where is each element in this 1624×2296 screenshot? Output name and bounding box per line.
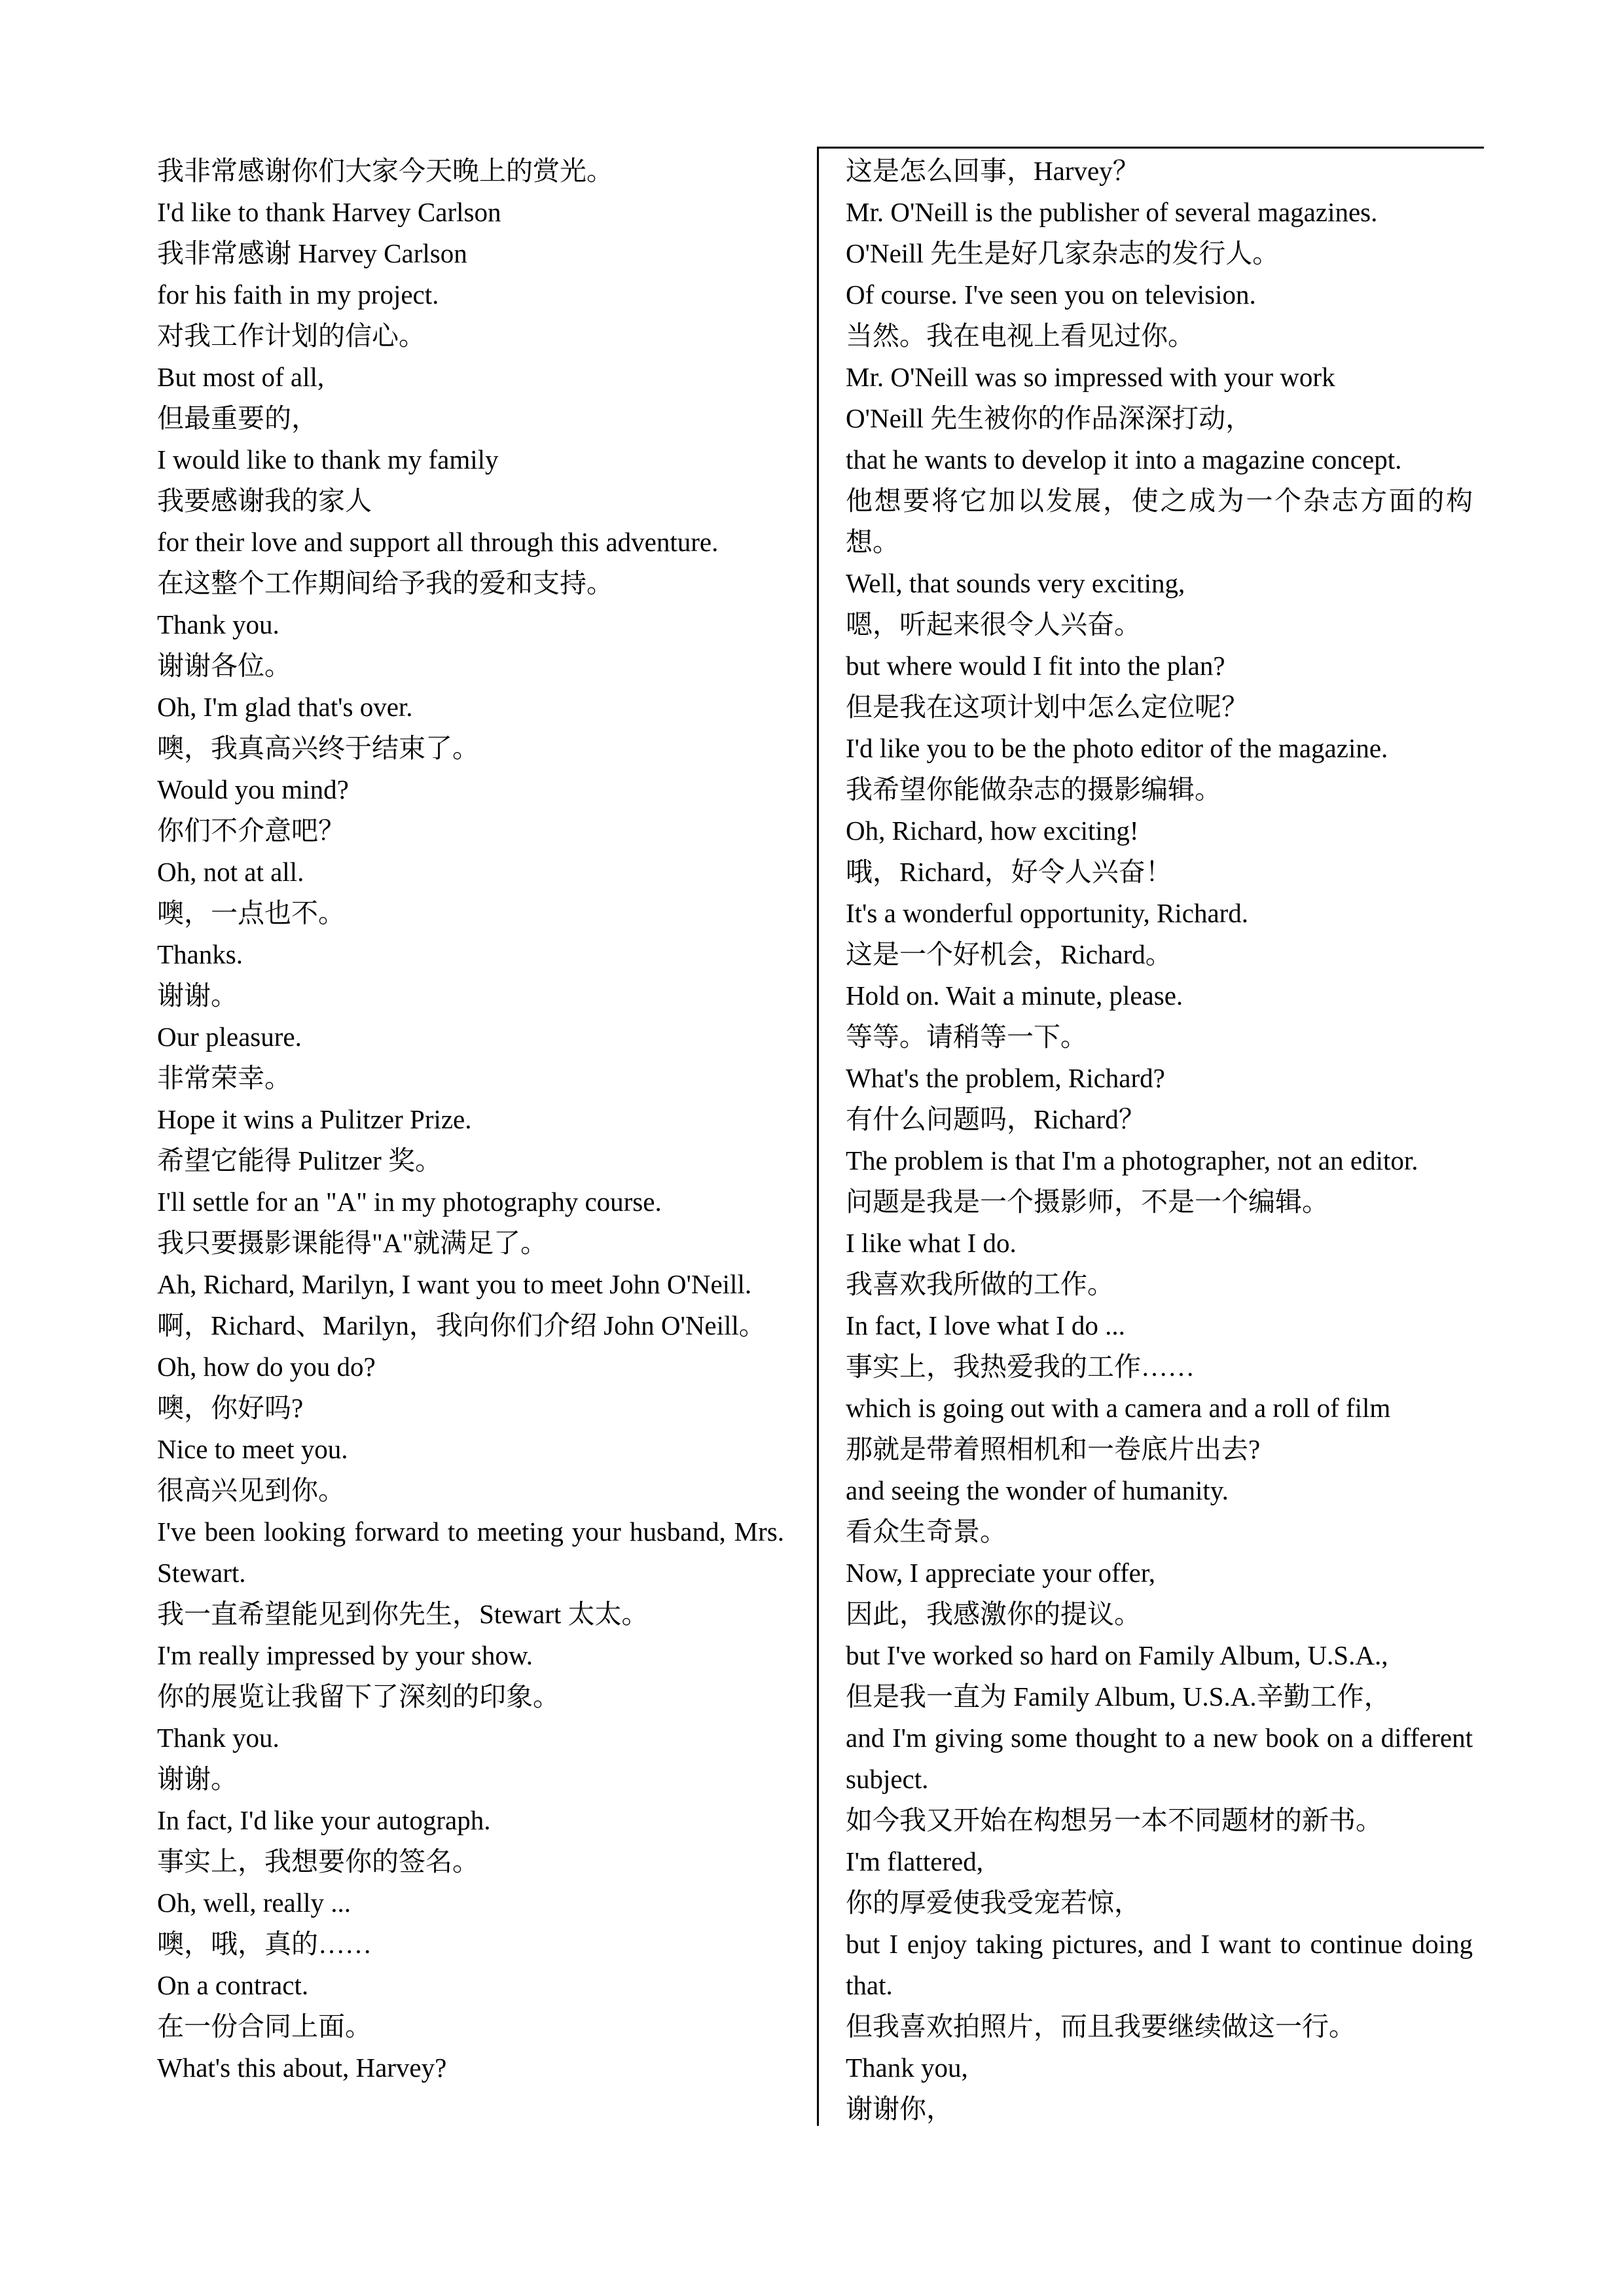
- dialogue-line: 事实上，我想要你的签名。: [157, 1846, 479, 1876]
- dialogue-line: 非常荣幸。: [157, 1063, 291, 1093]
- dialogue-line: 有什么问题吗，Richard？: [846, 1104, 1146, 1134]
- dialogue-line: The problem is that I'm a photographer, not an editor.: [846, 1145, 1418, 1175]
- right-column: [846, 151, 1473, 2130]
- dialogue-line: Oh, not at all.: [157, 857, 304, 887]
- dialogue-line: 谢谢。: [157, 1764, 238, 1794]
- dialogue-line: Thank you,: [846, 2053, 968, 2083]
- dialogue-line: Oh, how do you do?: [157, 1352, 376, 1382]
- dialogue-line: Now, I appreciate your offer,: [846, 1558, 1156, 1588]
- dialogue-line: 对我工作计划的信心。: [157, 321, 425, 351]
- dialogue-line: 很高兴见到你。: [157, 1475, 345, 1505]
- dialogue-line: O'Neill 先生被你的作品深深打动，: [846, 403, 1253, 433]
- dialogue-line: for his faith in my project.: [157, 279, 439, 310]
- dialogue-line: Our pleasure.: [157, 1022, 302, 1052]
- dialogue-line: 我希望你能做杂志的摄影编辑。: [846, 774, 1221, 804]
- dialogue-line: but I enjoy taking pictures, and I want to continue doing that.: [846, 1929, 1473, 2000]
- dialogue-line: Ah, Richard, Marilyn, I want you to meet John O'Neill.: [157, 1269, 752, 1299]
- dialogue-line: 啊，Richard、Marilyn，我向你们介绍 John O'Neill。: [157, 1310, 766, 1340]
- dialogue-line: What's the problem, Richard?: [846, 1063, 1165, 1093]
- dialogue-line: Hope it wins a Pulitzer Prize.: [157, 1104, 472, 1134]
- dialogue-line: 但是我一直为 Family Album, U.S.A.辛勤工作，: [846, 1681, 1391, 1712]
- dialogue-line: Nice to meet you.: [157, 1434, 348, 1464]
- dialogue-line: 谢谢你，: [846, 2094, 953, 2124]
- dialogue-line: 你们不介意吧？: [157, 816, 345, 846]
- dialogue-line: Hold on. Wait a minute, please.: [846, 980, 1183, 1011]
- dialogue-line: I'm flattered,: [846, 1846, 984, 1876]
- dialogue-line: 你的展览让我留下了深刻的印象。: [157, 1681, 560, 1712]
- dialogue-line: but I've worked so hard on Family Album, U.S.A.,: [846, 1640, 1388, 1670]
- dialogue-line: On a contract.: [157, 1970, 309, 2000]
- dialogue-line: But most of all,: [157, 362, 325, 392]
- dialogue-line: 看众生奇景。: [846, 1516, 1007, 1547]
- dialogue-line: I like what I do.: [846, 1228, 1017, 1258]
- dialogue-line: 噢，你好吗?: [157, 1393, 304, 1423]
- dialogue-line: Oh, I'm glad that's over.: [157, 692, 413, 722]
- dialogue-line: 我只要摄影课能得"A"就满足了。: [157, 1228, 548, 1258]
- dialogue-line: 在一份合同上面。: [157, 2011, 372, 2041]
- dialogue-line: Mr. O'Neill was so impressed with your work: [846, 362, 1335, 392]
- dialogue-line: 那就是带着照相机和一卷底片出去?: [846, 1434, 1261, 1464]
- dialogue-line: which is going out with a camera and a roll of film: [846, 1393, 1391, 1423]
- dialogue-line: 噢，哦，真的……: [157, 1929, 372, 1959]
- dialogue-line: Thanks.: [157, 939, 243, 969]
- dialogue-line: Of course. I've seen you on television.: [846, 279, 1256, 310]
- dialogue-line: 谢谢各位。: [157, 651, 291, 681]
- dialogue-line: It's a wonderful opportunity, Richard.: [846, 898, 1249, 928]
- dialogue-line: O'Neill 先生是好几家杂志的发行人。: [846, 238, 1280, 268]
- dialogue-line: Oh, well, really ...: [157, 1888, 352, 1918]
- dialogue-line: 这是怎么回事，Harvey？: [846, 156, 1140, 186]
- dialogue-line: 在这整个工作期间给予我的爱和支持。: [157, 568, 613, 598]
- dialogue-line: I'm really impressed by your show.: [157, 1640, 533, 1670]
- dialogue-line: In fact, I'd like your autograph.: [157, 1805, 491, 1835]
- dialogue-line: 事实上，我热爱我的工作……: [846, 1352, 1195, 1382]
- dialogue-line: 我喜欢我所做的工作。: [846, 1269, 1114, 1299]
- dialogue-line: and seeing the wonder of humanity.: [846, 1475, 1229, 1505]
- dialogue-line: 但最重要的，: [157, 403, 318, 433]
- dialogue-line: 噢，我真高兴终于结束了。: [157, 733, 479, 763]
- dialogue-line: Would you mind?: [157, 774, 349, 804]
- dialogue-line: 如今我又开始在构想另一本不同题材的新书。: [846, 1805, 1382, 1835]
- dialogue-line: I'd like to thank Harvey Carlson: [157, 197, 501, 227]
- top-rule: [818, 147, 1484, 149]
- dialogue-line: 你的厚爱使我受宠若惊，: [846, 1888, 1141, 1918]
- dialogue-line: 等等。请稍等一下。: [846, 1022, 1087, 1052]
- dialogue-line: 哦，Richard，好令人兴奋！: [846, 857, 1172, 887]
- dialogue-line: 但我喜欢拍照片，而且我要继续做这一行。: [846, 2011, 1356, 2041]
- dialogue-line: 问题是我是一个摄影师，不是一个编辑。: [846, 1187, 1329, 1217]
- column-divider: [817, 147, 819, 2126]
- dialogue-line: 谢谢。: [157, 980, 238, 1011]
- dialogue-line: 这是一个好机会，Richard。: [846, 939, 1172, 969]
- dialogue-line: 因此，我感激你的提议。: [846, 1599, 1141, 1629]
- dialogue-line: Thank you.: [157, 609, 280, 639]
- dialogue-line: I've been looking forward to meeting your husband, Mrs. Stewart.: [157, 1516, 784, 1588]
- dialogue-line: 嗯，听起来很令人兴奋。: [846, 609, 1141, 639]
- dialogue-line: Mr. O'Neill is the publisher of several magazines.: [846, 197, 1378, 227]
- dialogue-line: 我非常感谢 Harvey Carlson: [157, 238, 467, 268]
- dialogue-line: and I'm giving some thought to a new book on a different subject.: [846, 1723, 1473, 1794]
- left-column: [157, 151, 784, 2089]
- dialogue-line: 我非常感谢你们大家今天晚上的赏光。: [157, 156, 613, 186]
- dialogue-line: Well, that sounds very exciting,: [846, 568, 1185, 598]
- dialogue-line: for their love and support all through this adventure.: [157, 527, 719, 557]
- dialogue-line: 希望它能得 Pulitzer 奖。: [157, 1145, 442, 1175]
- dialogue-line: 他想要将它加以发展，使之成为一个杂志方面的构想。: [846, 486, 1473, 557]
- dialogue-line: What's this about, Harvey?: [157, 2053, 447, 2083]
- dialogue-line: In fact, I love what I do ...: [846, 1310, 1125, 1340]
- dialogue-line: 噢，一点也不。: [157, 898, 345, 928]
- dialogue-line: Oh, Richard, how exciting!: [846, 816, 1139, 846]
- dialogue-line: 当然。我在电视上看见过你。: [846, 321, 1195, 351]
- dialogue-line: I'd like you to be the photo editor of the magazine.: [846, 733, 1388, 763]
- dialogue-line: Thank you.: [157, 1723, 280, 1753]
- dialogue-line: but where would I fit into the plan?: [846, 651, 1225, 681]
- dialogue-line: 但是我在这项计划中怎么定位呢？: [846, 692, 1248, 722]
- dialogue-line: 我要感谢我的家人: [157, 486, 372, 516]
- dialogue-line: that he wants to develop it into a magazine concept.: [846, 444, 1402, 475]
- dialogue-line: I'll settle for an "A" in my photography course.: [157, 1187, 662, 1217]
- dialogue-line: 我一直希望能见到你先生，Stewart 太太。: [157, 1599, 649, 1629]
- dialogue-line: I would like to thank my family: [157, 444, 499, 475]
